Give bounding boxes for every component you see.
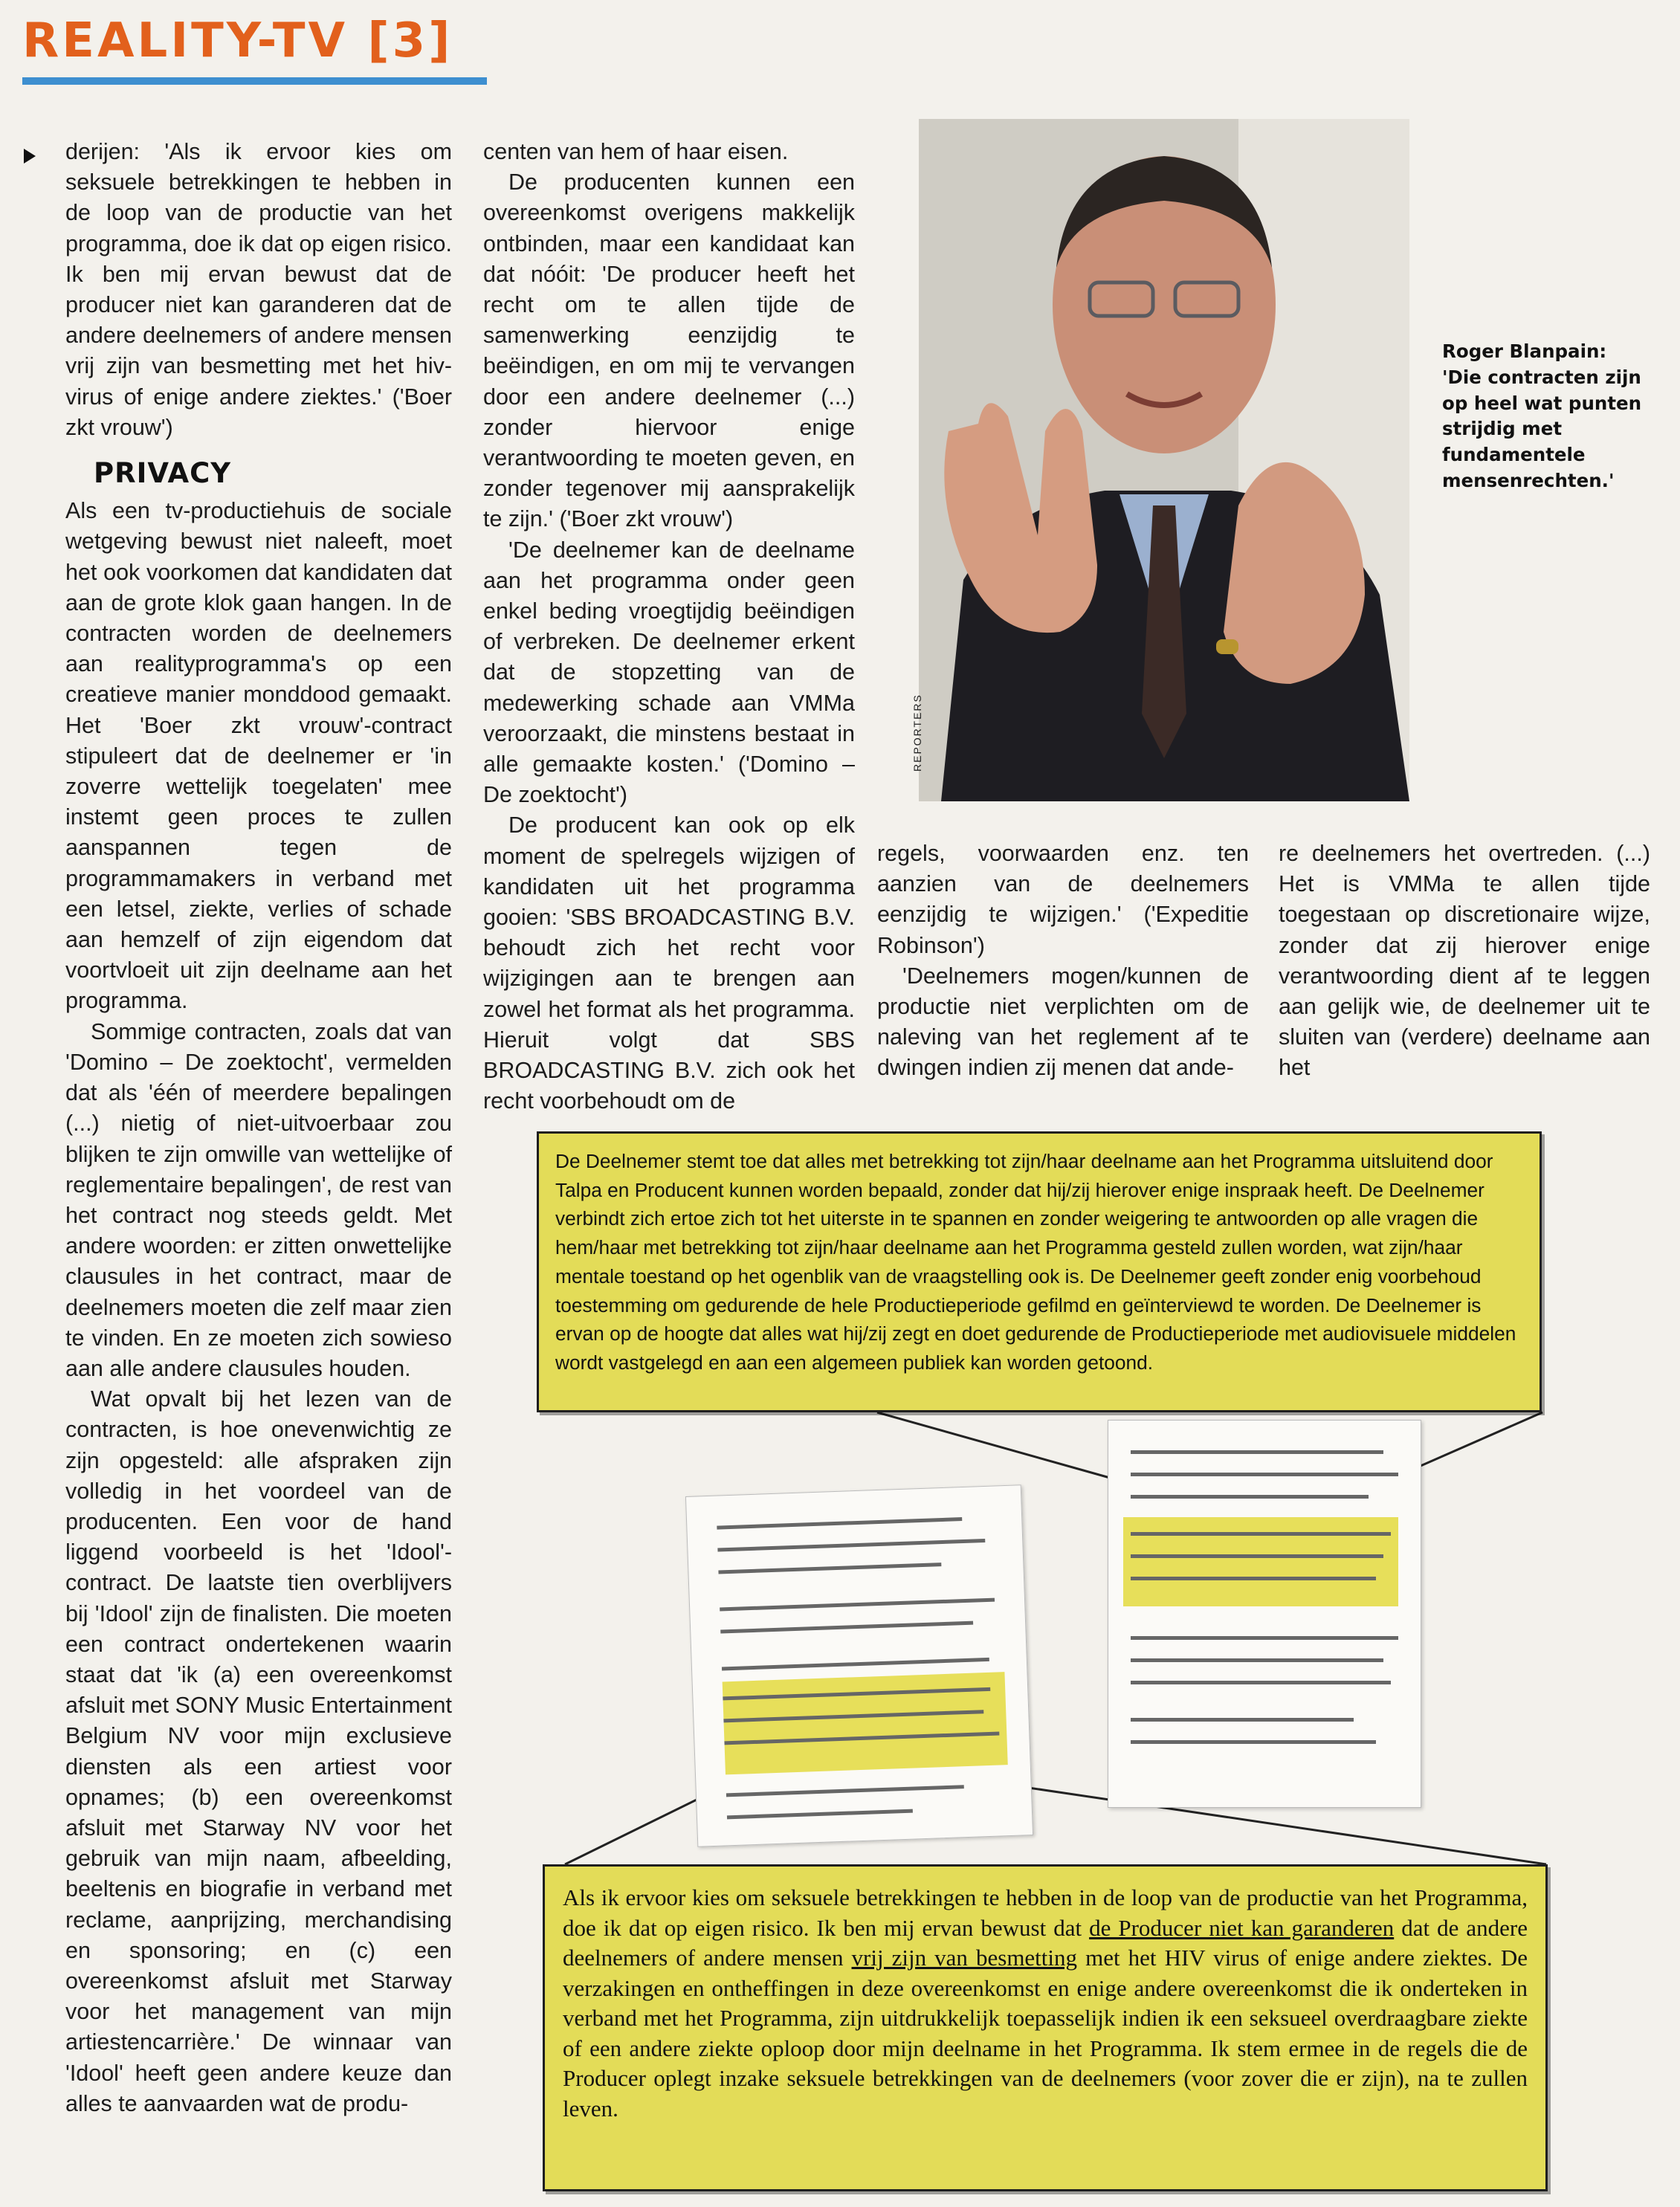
paragraph: regels, voorwaarden enz. ten aanzien van de deelnemers eenzijdig te wijzigen.' ('Expeditie Robinson')	[877, 841, 1249, 958]
contract-thumbnail-right	[1108, 1420, 1421, 1808]
excerpt-text: met het HIV virus of enige andere ziektes. De verzakingen en ontheffingen in deze overeenkomst en enige andere overeenkomst die ik onderteken in verband met het Programma, zijn uitdrukkelijk toepasselijk indien ik een seksueel overdraagbare ziekte of een andere ziekte oploop door mijn deelname in het Programma. Ik stem ermee in de regels die de Producer oplegt inzake seksuele betrekkingen van de deelnemers (voor zover die er zijn), na te zullen leven.	[563, 1945, 1528, 2122]
paragraph: derijen: 'Als ik ervoor kies om seksuele betrekkingen te hebben in de loop van de productie van het programma, doe ik dat op eigen risico. Ik ben mij ervan bewust dat de producer niet kan garanderen dat de andere deelnemers of andere mensen vrij zijn van besmetting met het hiv-virus of enige andere ziektes.' ('Boer zkt vrouw')	[65, 139, 452, 440]
section-title: REALITY-TV [3]	[22, 13, 453, 68]
excerpt-text: dat de andere deelnemers of andere mensen	[563, 1914, 1528, 1971]
excerpt-underlined: de Producer niet kan garanderen	[1089, 1914, 1395, 1941]
photo-credit: REPORTERS	[911, 694, 923, 772]
paragraph: 'De deelnemer kan de deelname aan het programma onder geen enkel beding vroegtijdig beëindigen of verbreken. De deelnemer erkent dat de stopzetting van de medewerking schade aan VMMa veroorzaakt, die minstens bestaat in alle gemaakte kosten.' ('Domino – De zoektocht')	[483, 537, 855, 808]
paragraph: Sommige contracten, zoals dat van 'Domino – De zoektocht', vermelden dat als 'één of meerdere bepalingen (...) nietig of niet-uitvoerbaar zou blijken te zijn omwille van wettelijke of reglementaire bepalingen', de rest van het contract nog steeds geldt. Met andere woorden: er zitten onwettelijke clausules in het contract, maar de deelnemers moeten die zelf maar zien te vinden. En ze moeten zich sowieso aan alle andere clausules houden.	[65, 1018, 452, 1381]
paragraph: centen van hem of haar eisen.	[483, 139, 789, 164]
paragraph: Als een tv-productiehuis de sociale wetgeving bewust niet naleeft, moet het ook voorkomen dat kandidaten dat aan de grote klok gaan hangen. In de contracten worden de deelnemers aan realityprogramma's op een creatieve manier monddood gemaakt. Het 'Boer zkt vrouw'-contract stipuleert dat de deelnemer er 'in zoverre wettelijk toegelaten' mee instemt geen proces te zullen aanspannen tegen de programmamakers in verband met een letsel, ziekte, verlies of schade aan hemzelf of zijn eigendom dat voortvloeit uit zijn deelname aan het programma.	[65, 498, 452, 1014]
paragraph: De producenten kunnen een overeenkomst overigens makkelijk ontbinden, maar een kandidaat kan dat nóóit: 'De producer heeft het recht om te allen tijde de samenwerking eenzijdig te beëindigen, en om mij te vervangen door een andere deelnemer (...) zonder hiervoor enige verantwoording te moeten geven, en zonder tegenover mij aansprakelijk te zijn.' ('Boer zkt vrouw')	[483, 169, 855, 532]
contract-excerpt-boer-zkt-vrouw	[543, 1864, 1548, 2191]
paragraph: Wat opvalt bij het lezen van de contracten, is hoe onevenwichtig ze zijn opgesteld: alle afspraken zijn volledig in het voordeel van de producenten. Een voor de hand liggend voorbeeld is het 'Idool'-contract. De laatste tien overblijvers bij 'Idool' zijn de finalisten. Die moeten een contract ondertekenen waarin staat dat 'ik (a) een overeenkomst afsluit met SONY Music Entertainment Belgium NV voor mijn exclusieve diensten als een artiest voor opnames; (b) een overeenkomst afsluit met Starway NV voor het gebruik van mijn naam, afbeelding, beeltenis en biografie in verband met reclame, aanprijzing, merchandising en sponsoring; en (c) een overeenkomst afsluit met Starway voor het management van mijn artiestencarrière.' De winnaar van 'Idool' heeft geen andere keuze dan alles te aanvaarden wat de produ-	[65, 1386, 452, 2116]
paragraph: re deelnemers het overtreden. (...) Het is VMMa te allen tijde toegestaan op discretionaire wijze, zonder dat zij hierover enige verantwoording dient af te leggen aan gelijk wie, de deelnemer uit te sluiten van (verdere) deelname aan het	[1279, 841, 1650, 1081]
contract-thumbnail-left	[685, 1484, 1033, 1846]
contract-excerpt-talpa: De Deelnemer stemt toe dat alles met betrekking tot zijn/haar deelname aan het Programma uitsluitend door Talpa en Producent kunnen worden bepaald, zonder dat hij/zij hierover enige inspraak heeft. De Deelnemer verbindt zich ertoe zich tot het uiterste in te spannen en zonder weigering te antwoorden op alle vragen die hem/haar met betrekking tot zijn/haar deelname aan het Programma gesteld zullen worden, wat zijn/haar mentale toestand op het ogenblik van de vraagstelling ook is. De Deelnemer geeft zonder enig voorbehoud toestemming om gedurende de hele Productieperiode gefilmd en geïnterviewd te worden. De Deelnemer is ervan op de hoogte dat alles wat hij/zij zegt en doet gedurende de Productieperiode met audiovisuele middelen wordt vastgelegd en aan een algemeen publiek kan worden getoond.	[537, 1131, 1542, 1412]
photo-caption: Roger Blanpain: 'Die contracten zijn op heel wat punten strijdig met fundamentele mensenrechten.'	[1442, 340, 1642, 491]
excerpt-underlined: vrij zijn van besmetting	[851, 1945, 1078, 1971]
subheading-privacy: PRIVACY	[94, 457, 232, 490]
paragraph: De producent kan ook op elk moment de spelregels wijzigen of kandidaten uit het programma gooien: 'SBS BROADCASTING B.V. behoudt zich het recht voor wijzigingen aan te brengen aan zowel het format als het programma. Hieruit volgt dat SBS BROADCASTING B.V. zich ook het recht voorbehoudt om de	[483, 812, 855, 1114]
paragraph: 'Deelnemers mogen/kunnen de productie niet verplichten om de naleving van het reglement af te dwingen indien zij menen dat ande-	[877, 963, 1249, 1081]
excerpt-text: Als ik ervoor kies om seksuele betrekkingen te hebben in de loop van de productie van het Programma, doe ik dat op eigen risico. Ik ben mij ervan bewust dat	[563, 1884, 1528, 1941]
